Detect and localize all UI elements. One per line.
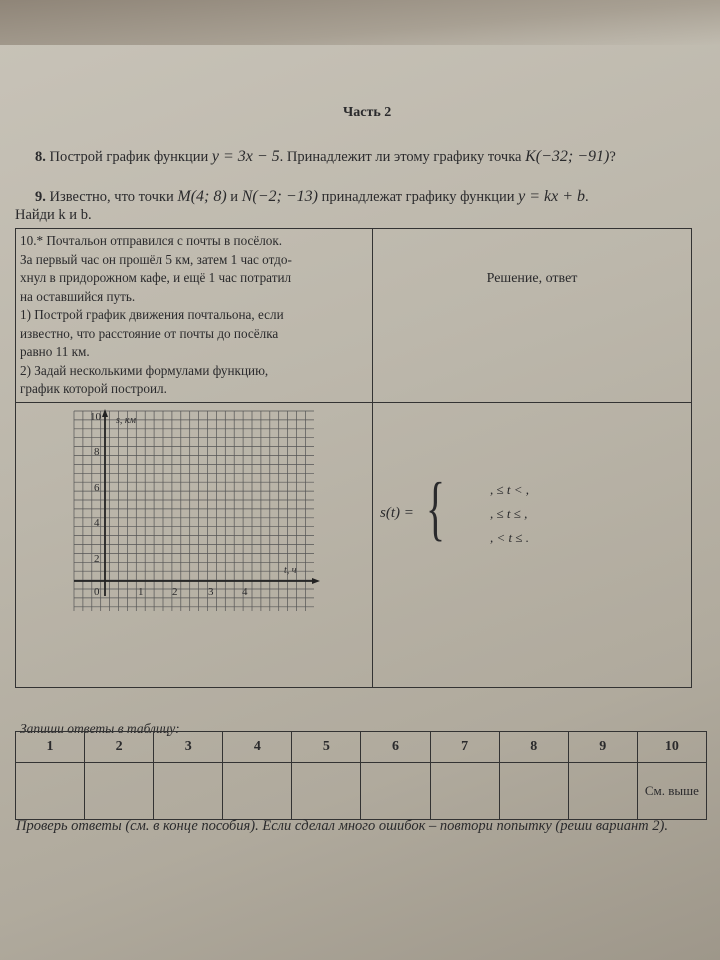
answer-header: 7 — [430, 732, 499, 763]
y-tick-label: 10 — [90, 410, 101, 423]
formula-row: , ≤ t < , — [490, 482, 530, 497]
answer-header: 5 — [292, 732, 361, 763]
piecewise-formula — [380, 468, 610, 550]
y-tick-label: 8 — [94, 445, 100, 458]
section-heading: Часть 2 — [343, 105, 392, 120]
formula-row: , ≤ t ≤ , — [490, 506, 528, 521]
coordinate-grid — [16, 403, 364, 692]
origin-label: 0 — [94, 585, 100, 598]
task-9-and: и — [230, 189, 239, 205]
page-top-shadow — [0, 0, 720, 45]
x-axis-arrow-icon — [312, 578, 320, 584]
x-tick-label: 3 — [208, 585, 214, 598]
task-10-line: За первый час он прошёл 5 км, затем 1 час отдо- — [20, 251, 292, 267]
y-tick-label: 6 — [94, 481, 100, 494]
answer-header: 6 — [361, 732, 430, 763]
answer-cell[interactable]: См. выше — [637, 763, 706, 820]
graph-cell — [16, 402, 373, 688]
answer-cell[interactable] — [16, 763, 85, 820]
answer-header: 9 — [568, 732, 637, 763]
task-10-line: на оставшийся путь. — [20, 288, 136, 304]
y-tick-label: 4 — [94, 516, 100, 529]
task-9-function: y = kx + b — [518, 188, 586, 205]
footer-note: Проверь ответы (см. в конце пособия). Если сделал много ошибок – повтори попытку (реши вариант 2). — [16, 818, 668, 834]
x-tick-label: 2 — [172, 585, 178, 598]
task-10-line: равно 11 км. — [20, 344, 90, 359]
x-axis-label: t, ч — [284, 564, 297, 576]
answers-table — [15, 731, 707, 820]
task-8-text: Построй график функции — [49, 149, 209, 165]
task-10-line: график которой построил. — [20, 381, 167, 396]
answer-header: 10 — [637, 732, 706, 763]
y-axis-label: s, км — [116, 414, 136, 426]
y-axis-arrow-icon — [102, 409, 108, 417]
x-tick-label: 4 — [242, 585, 248, 598]
task-8-number: 8. — [35, 149, 46, 165]
answer-cell[interactable] — [223, 763, 292, 820]
task-8-point: K(−32; −91) — [525, 148, 610, 165]
answer-header: 8 — [499, 732, 568, 763]
answers-caption: Запиши ответы в таблицу: — [20, 721, 180, 736]
formula-row: , < t ≤ . — [490, 530, 530, 545]
task-10-line: 10.* Почтальон отправился с почты в посёлок. — [20, 233, 283, 248]
formula-lhs: s(t) = — [380, 505, 414, 521]
task-10-line: 1) Построй график движения почтальона, если — [20, 307, 284, 322]
curly-brace-icon: { — [426, 468, 446, 548]
answer-cell[interactable] — [85, 763, 154, 820]
x-tick-label: 1 — [138, 585, 144, 598]
task-8-text-2: . Принадлежит ли этому графику точка — [279, 149, 522, 165]
task-8 — [35, 148, 616, 166]
answer-cell[interactable] — [499, 763, 568, 820]
answer-cell[interactable] — [361, 763, 430, 820]
task-8-question-mark: ? — [609, 149, 616, 165]
solution-header: Решение, ответ — [486, 271, 578, 286]
answer-header: 2 — [85, 732, 154, 763]
task-9: 9. Известно, что точки M(4; 8) и N(−2; −13) принадлежат графику функции y = kx + b. — [35, 188, 589, 205]
task-10-table — [15, 228, 692, 688]
task-9-text: Известно, что точки — [49, 189, 174, 205]
answer-cell[interactable] — [292, 763, 361, 820]
task-9-point-n: N(−2; −13) — [241, 188, 318, 205]
answer-cell[interactable] — [430, 763, 499, 820]
task-8-function: y = 3x − 5 — [211, 148, 280, 165]
task-9-text-2: принадлежат графику функции — [321, 189, 515, 205]
solution-cell — [373, 229, 692, 403]
answer-header: 1 — [16, 732, 85, 763]
answer-cell[interactable] — [568, 763, 637, 820]
y-tick-label: 2 — [94, 552, 100, 565]
answer-header: 4 — [223, 732, 292, 763]
task-9-line-2: Найди k и b. — [15, 207, 92, 223]
task-10-line: хнул в придорожном кафе, и ещё 1 час потратил — [20, 270, 292, 285]
task-10-line: 2) Задай несколькими формулами функцию, — [20, 362, 269, 378]
task-9-point-m: M(4; 8) — [177, 188, 227, 205]
task-10-statement — [16, 229, 373, 403]
task-9-number: 9. — [35, 189, 46, 205]
answer-header: 3 — [154, 732, 223, 763]
answer-cell[interactable] — [154, 763, 223, 820]
task-10-line: известно, что расстояние от почты до посёлка — [20, 325, 279, 341]
